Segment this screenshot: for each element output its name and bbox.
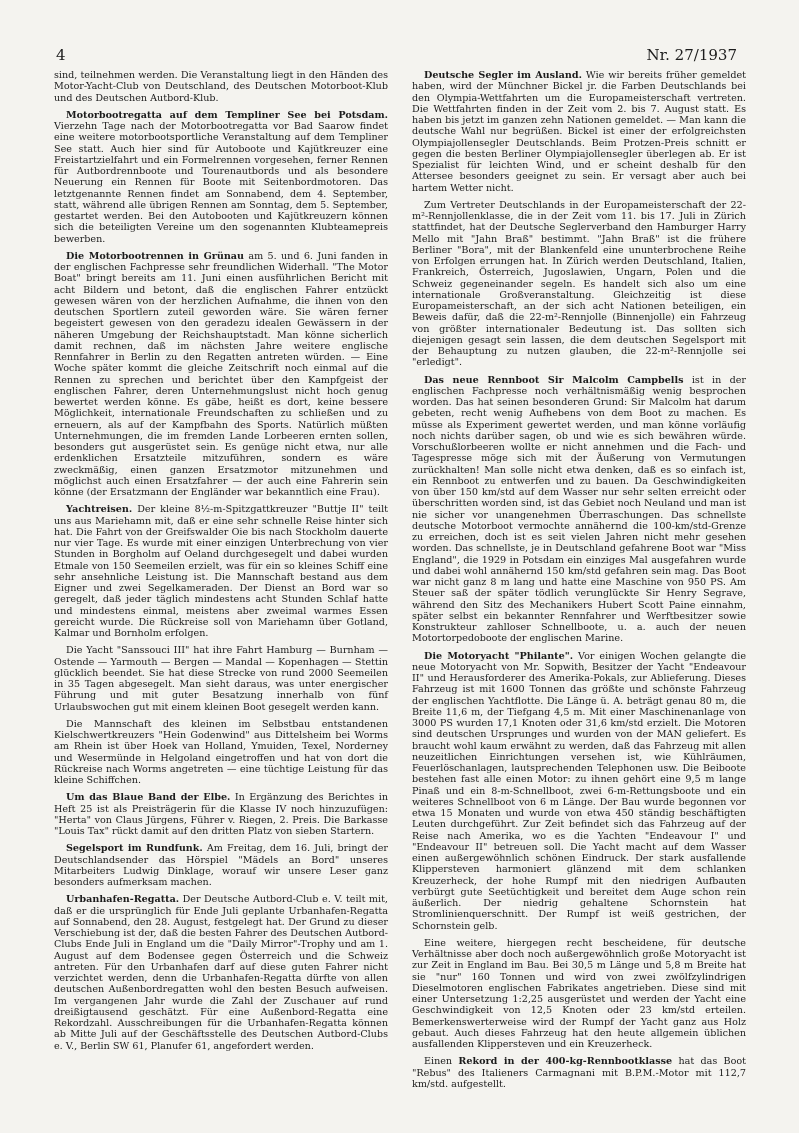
paragraph: sind, teilnehmen werden. Die Veranstaltung liegt in den Händen des Motor-Yacht-Club von Deutschland, des Deutschen Motorboot-Klub und des Deutschen Autbord-Klub. (54, 70, 388, 104)
paragraph: Motorbootregatta auf dem Templiner See bei Potsdam. Vierzehn Tage nach der Motorbootregatta vor Bad Saarow findet eine weitere motorbootsportliche Veranstaltung auf dem Templiner See statt. Auch hier sind für Autoboote und Kajütkreuzer eine Freistartzielfahrt und ein Formelrennen vorgesehen, ferner Rennen für Autbordrennboote und Tourenautbords und als besondere Neuerung ein Rennen für Boote mit Seitenbordmotoren. Das letztgenannte Rennen findet am Sonnabend, dem 4. September, statt, während alle übrigen Rennen am Sonntag, dem 5. September, gestartet werden. Bei den Autobooten und Kajütkreuzern können sich die beteiligten Vereine um den sogenannten Klubteamepreis bewerben. (54, 109, 388, 245)
paragraph: Die Mannschaft des kleinen im Selbstbau entstandenen Kielschwertkreuzers "Hein Godenwind" aus Dittelsheim bei Worms am Rhein ist über Hoek van Holland, Ymuiden, Texel, Norderney und Wesermünde in Helgoland eingetroffen und hat von dort die Rückreise nach Worms angetreten — eine tüchtige Leistung für das kleine Schiffchen. (54, 718, 388, 786)
paragraph: Eine weitere, hiergegen recht bescheidene, für deutsche Verhältnisse aber doch noch außergewöhnlich große Motoryacht ist zur Zeit in England im Bau. Bei 30,5 m Länge und 5,8 m Breite hat sie "nur" 160 Tonnen und wird von zwei zwölfzylindrigen Dieselmotoren englischen Fabrikates angetrieben. Diese sind mit einer Untersetzung 1:2,25 ausgerüstet und werden der Yacht eine Geschwindigkeit von 12,5 Knoten oder 23 km/std erteilen. Bemerkenswerterweise wird der Rumpf der Yacht ganz aus Holz gebaut. Auch dieses Fahrzeug hat den heute allgemein üblichen ausfallenden Klippersteven und ein Kreuzerheck. (412, 937, 746, 1050)
paragraph: Die Motoryacht "Philante". Vor einigen Wochen gelangte die neue Motoryacht von Mr. Sopwith, Besitzer der Yacht "Endeavour II" und Herausforderer des Amerika-Pokals, zur Ablieferung. Dieses Fahrzeug ist mit 1600 Tonnen das größte und schönste Fahrzeug der englischen Yachtflotte. Die Länge ü. A. beträgt genau 80 m, die Breite 11,6 m, der Tiefgang 4,5 m. Mit einer Maschinenanlage von 3000 PS wurden 17,1 Knoten oder 31,6 km/std erzielt. Die Motoren sind deutschen Ursprunges und wurden von der MAN geliefert. Es braucht wohl kaum erwähnt zu werden, daß das Fahrzeug mit allen neuzeitlichen Einrichtungen versehen ist, wie Kühlräumen, Feuerlöschanlagen, lautsprechenden Telephonen usw. Die Beiboote bestehen fast alle einen Motor: zu ihnen gehört eine 9,5 m lange Pinaß und ein 8-m-Schnellboot, zwei 6-m-Rettungsboote und ein weiteres Schnellboot von 6 m Länge. Der Bau wurde begonnen vor etwa 15 Monaten und wurde von etwa 450 ständig beschäftigten Leuten durchgeführt. Zur Zeit befindet sich das Fahrzeug auf der Reise nach Amerika, wo es die Yachten "Endeavour I" und "Endeavour II" betreuen soll. Die Yacht macht auf dem Wasser einen außergewöhnlich schönen Eindruck. Der stark ausfallende Klippersteven harmoniert glänzend mit dem schlanken Kreuzerheck, der hohe Rumpf mit den niedrigen Aufbauten verbürgt gute Seetüchtigkeit und bereitet dem Auge schon rein äußerlich. Der niedrig gehaltene Schornstein hat Stromlinienquerschnitt. Der Rumpf ist weiß gestrichen, der Schornstein gelb. (412, 650, 747, 932)
paragraph: Um das Blaue Band der Elbe. In Ergänzung des Berichtes in Heft 25 ist als Preisträgerin für die Klasse IV noch hinzuzufügen: "Herta" von Claus Jürgens, Führer v. Riegen, 2. Preis. Die Barkasse "Louis Tax" rückt damit auf den dritten Platz von sieben Startern. (54, 792, 388, 837)
page-number: 4 (56, 46, 66, 64)
right-column (412, 70, 746, 1096)
paragraph: Die Yacht "Sanssouci III" hat ihre Fahrt Hamburg — Burnham — Ostende — Yarmouth — Bergen — Mandal — Kopenhagen — Stettin glücklich beendet. Sie hat diese Strecke von rund 2000 Seemeilen in 35 Tagen abgesegelt. Man sieht daraus, was unter energischer Führung und mit guter Besatzung innerhalb von fünf Urlaubswochen gut mit einem kleinen Boot gesegelt werden kann. (54, 645, 388, 713)
paragraph: Die Motorbootrennen in Grünau am 5. und 6. Juni fanden in der englischen Fachpresse sehr freundlichen Widerhall. "The Motor Boat" bringt bereits am 11. Juni einen ausführlichen Bericht mit acht Bildern und betont, daß die englischen Fahrer entzückt gewesen wären von der herzlichen Aufnahme, die ihnen von den deutschen Sportlern zuteil geworden wäre. Sie wären ferner begeistert gewesen von den geradezu idealen Gewässern in der näheren Umgebung der Reichshauptstadt. Man könne sicherlich damit rechnen, daß im nächsten Jahre weitere englische Rennfahrer in Berlin zu den Regatten antreten würden. — Eine Woche später kommt die gleiche Zeitschrift noch einmal auf die Rennen zu sprechen und berichtet über den Kampfgeist der englischen Fahrer, deren Unternehmungslust nicht hoch genug bewertet werden könne. Es gäbe, heißt es dort, keine bessere Möglichkeit, internationale Freundschaften zu schließen und zu erneuern, als auf der Kampfbahn des Sports. Natürlich müßten Unternehmungen, die im fremden Lande Lorbeeren ernten sollen, besonders gut ausgerüstet sein. Es genüge nicht etwa, nur alle erdenklichen Ersatzteile mitzuführen, sondern es wäre zweckmäßig, einen ganzen Ersatzmotor mitzunehmen und möglichst auch einen Ersatzfahrer — der auch eine Fahrerin sein könne (der Ersatzmann der Engländer war bekanntlich eine Frau). (54, 250, 388, 498)
paragraph: Segelsport im Rundfunk. Am Freitag, dem 16. Juli, bringt der Deutschlandsender das Hörspiel "Mädels an Bord" unseres Mitarbeiters Ludwig Dinklage, worauf wir unsere Leser ganz besonders aufmerksam machen. (54, 843, 389, 888)
paragraph: Yachtreisen. Der kleine 8½-m-Spitzgattkreuzer "Buttje II" teilt uns aus Mariehamn mit, daß er eine sehr schnelle Reise hinter sich hat. Die Fahrt von der Greifswalder Oie bis nach Stockholm dauerte nur vier Tage. Es wurde mit einer einzigen Unterbrechung von vier Stunden in Borgholm auf Oeland durchgesegelt und dabei wurden Etmale von 150 Seemeilen erzielt, was für ein so kleines Schiff eine sehr ansehnliche Leistung ist. Die Mannschaft bestand aus dem Eigner und zwei Segelkameraden. Der Dienst an Bord war so geregelt, daß jeder täglich mindestens acht Stunden Schlaf hatte und mindestens einmal, meistens aber zweimal warmes Essen gereicht wurde. Die Rückreise soll von Mariehamn über Gotland, Kalmar und Bornholm erfolgen. (54, 504, 389, 639)
paragraph: Einen Rekord in der 400-kg-Rennbootklasse hat das Boot "Rebus" des Italieners Carmagnani mit B.P.M.-Motor mit 112,7 km/std. aufgestellt. (412, 1056, 746, 1090)
paragraph: Das neue Rennboot Sir Malcolm Campbells ist in der englischen Fachpresse noch verhältnismäßig wenig besprochen worden. Das hat seinen besonderen Grund: Sir Malcolm hat darum gebeten, recht wenig Aufhebens von dem Boot zu machen. Es müsse als Experiment gewertet werden, und man könne vorläufig noch nichts darüber sagen, ob und wie es sich bewähren würde. Vorschußlorbeeren wollte er nicht annehmen und die Fach- und Tagespresse möge sich mit der Äußerung von Vermutungen zurückhalten! Man solle nicht etwa denken, daß es so einfach ist, ein Rennboot zu entwerfen und zu bauen. Da Geschwindigkeiten von über 150 km/std auf dem Wasser nur sehr selten erreicht oder überschritten worden sind, ist das Gebiet noch Neuland und man ist nie sicher vor unangenehmen Überraschungen. Das schnellste deutsche Motorboot vermochte annähernd die 100-km/std-Grenze zu erreichen, doch ist es seit vielen Jahren nicht mehr gesehen worden. Das schnellste, je in Deutschland gefahrene Boot war "Miss England", die 1929 in Potsdam ein einziges Mal ausgefahren wurde und dabei wohl annähernd 150 km/std gefahren sein mag. Das Boot war nicht ganz 8 m lang und hatte eine Maschine von 950 PS. Am Steuer saß der später tödlich verunglückte Sir Henry Segrave, während den Sitz des Mechanikers Hubert Scott Paine einnahm, später selbst ein bekannter Rennfahrer und Werftbesitzer sowie Konstrukteur zahlloser Schnellboote, u. a. auch der neuen Motortorpedoboote der englischen Marine. (412, 374, 746, 645)
left-column (54, 70, 388, 1058)
paragraph: Urbanhafen-Regatta. Der Deutsche Autbord-Club e. V. teilt mit, daß er die ursprünglich für Ende Juli geplante Urbanhafen-Regatta auf Sonnabend, den 28. August, festgelegt hat. Der Grund zu dieser Verschiebung ist der, daß die besten Fahrer des Deutschen Autbord-Clubs Ende Juli in England um die "Daily Mirror"-Trophy und am 1. August auf dem Bodensee gegen Österreich und die Schweiz antreten. Für den Urbanhafen darf auf diese guten Fahrer nicht verzichtet werden, denn die Urbanhafen-Regatta dürfte von allen deutschen Außenbordregatten wohl den besten Besuch aufweisen. Im vergangenen Jahr wurde die Zahl der Zuschauer auf rund dreißigtausend geschätzt. Für eine Außenbord-Regatta eine Rekordzahl. Ausschreibungen für die Urbanhafen-Regatta können ab Mitte Juli auf der Geschäftsstelle des Deutschen Autbord-Clubs e. V., Berlin SW 61, Planufer 61, angefordert werden. (54, 894, 388, 1052)
paragraph: Zum Vertreter Deutschlands in der Europameisterschaft der 22-m²-Rennjollenklasse, die in der Zeit vom 11. bis 17. Juli in Zürich stattfindet, hat der Deutsche Seglerverband den Hamburger Harry Mello mit "Jahn Braß" bestimmt. "Jahn Braß" ist die frühere Berliner "Bora", mit der Blankenfeld eine ununterbrochene Reihe von Erfolgen errungen hat. In Zürich werden Deutschland, Italien, Frankreich, Österreich, Jugoslawien, Ungarn, Polen und die Schweiz gegeneinander segeln. Es handelt sich also um eine internationale Großveranstaltung. Gleichzeitig ist diese Europameisterschaft, an der sich acht Nationen beteiligen, ein Beweis dafür, daß die 22-m²-Rennjolle (Binnenjolle) ein Fahrzeug von größter internationaler Bedeutung ist. Das sollten sich diejenigen gesagt sein lassen, die dem deutschen Segelsport mit der Behauptung zu nutzen glauben, die 22-m²-Rennjolle sei "erledigt". (412, 199, 746, 369)
paragraph: Deutsche Segler im Ausland. Wie wir bereits früher gemeldet haben, wird der Münchner Bickel jr. die Farben Deutschlands bei den Olympia-Wettfahrten um die Europameisterschaft vertreten. Die Wettfahrten finden in der Zeit vom 2. bis 7. August statt. Es haben bis jetzt im ganzen zehn Nationen gemeldet. — Man kann die deutsche Wahl nur begrüßen. Bickel ist einer der erfolgreichsten Olympiajollensegler Deutschlands. Beim Protzen-Preis schnitt er gegen die besten Berliner Olympiajollensegler überlegen ab. Er ist Spezialist für leichten Wind, und er scheint deshalb für den Attersee besonders geeignet zu sein. Er versagt aber auch bei hartem Wetter nicht. (412, 70, 746, 194)
issue-number: Nr. 27/1937 (646, 46, 737, 64)
